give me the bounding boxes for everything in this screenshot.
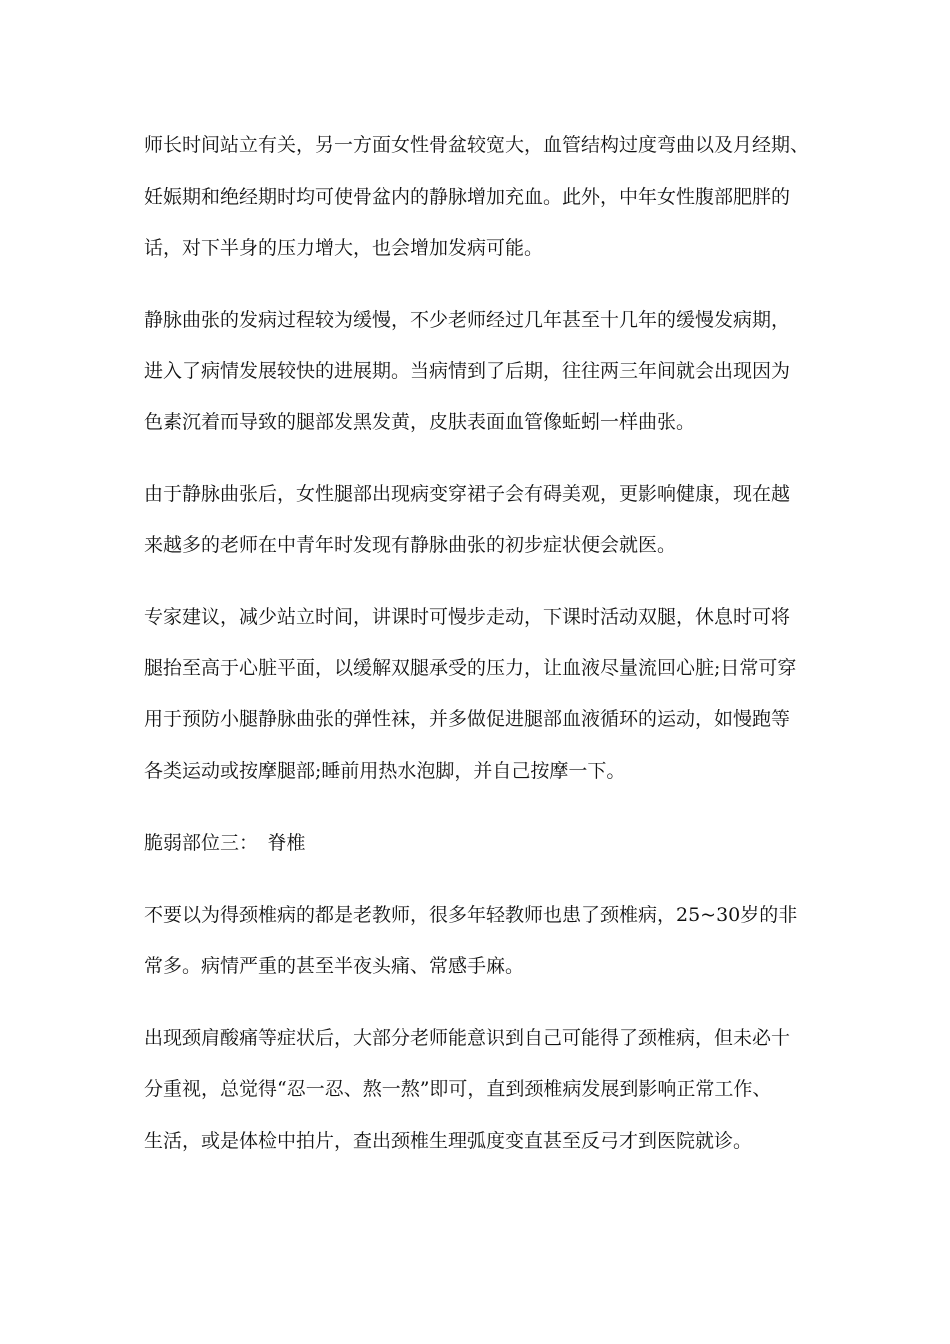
text-line: 用于预防小腿静脉曲张的弹性袜，并多做促进腿部血液循环的运动，如慢跑等 (144, 708, 791, 730)
text-line: 专家建议，减少站立时间，讲课时可慢步走动，下课时活动双腿，休息时可将 (144, 606, 791, 628)
text-line: 妊娠期和绝经期时均可使骨盆内的静脉增加充血。此外，中年女性腹部肥胖的 (144, 186, 791, 208)
text-line: 静脉曲张的发病过程较为缓慢，不少老师经过几年甚至十几年的缓慢发病期， (144, 309, 791, 331)
text-line: 分重视，总觉得“忍一忍、熬一熬”即可，直到颈椎病发展到影响正常工作、 (144, 1078, 772, 1100)
text-line: 常多。病情严重的甚至半夜头痛、常感手麻。 (144, 955, 525, 977)
text-line: 色素沉着而导致的腿部发黑发黄，皮肤表面血管像蚯蚓一样曲张。 (144, 411, 696, 433)
section-heading: 脆弱部位三： 脊椎 (144, 832, 306, 854)
text-line: 出现颈肩酸痛等症状后，大部分老师能意识到自己可能得了颈椎病，但未必十 (144, 1027, 791, 1049)
text-line: 话，对下半身的压力增大，也会增加发病可能。 (144, 237, 544, 259)
text-line: 进入了病情发展较快的进展期。当病情到了后期，往往两三年间就会出现因为 (144, 360, 791, 382)
text-line: 来越多的老师在中青年时发现有静脉曲张的初步症状便会就医。 (144, 534, 677, 556)
text-line: 不要以为得颈椎病的都是老教师，很多年轻教师也患了颈椎病，25~30岁的非 (144, 904, 798, 926)
text-line: 生活，或是体检中拍片，查出颈椎生理弧度变直甚至反弓才到医院就诊。 (144, 1130, 753, 1152)
text-line: 由于静脉曲张后，女性腿部出现病变穿裙子会有碍美观，更影响健康，现在越 (144, 483, 791, 505)
text-line: 各类运动或按摩腿部;睡前用热水泡脚，并自己按摩一下。 (144, 760, 626, 782)
text-line: 腿抬至高于心脏平面，以缓解双腿承受的压力，让血液尽量流回心脏;日常可穿 (144, 657, 797, 679)
text-line: 师长时间站立有关，另一方面女性骨盆较宽大，血管结构过度弯曲以及月经期、 (144, 134, 810, 156)
